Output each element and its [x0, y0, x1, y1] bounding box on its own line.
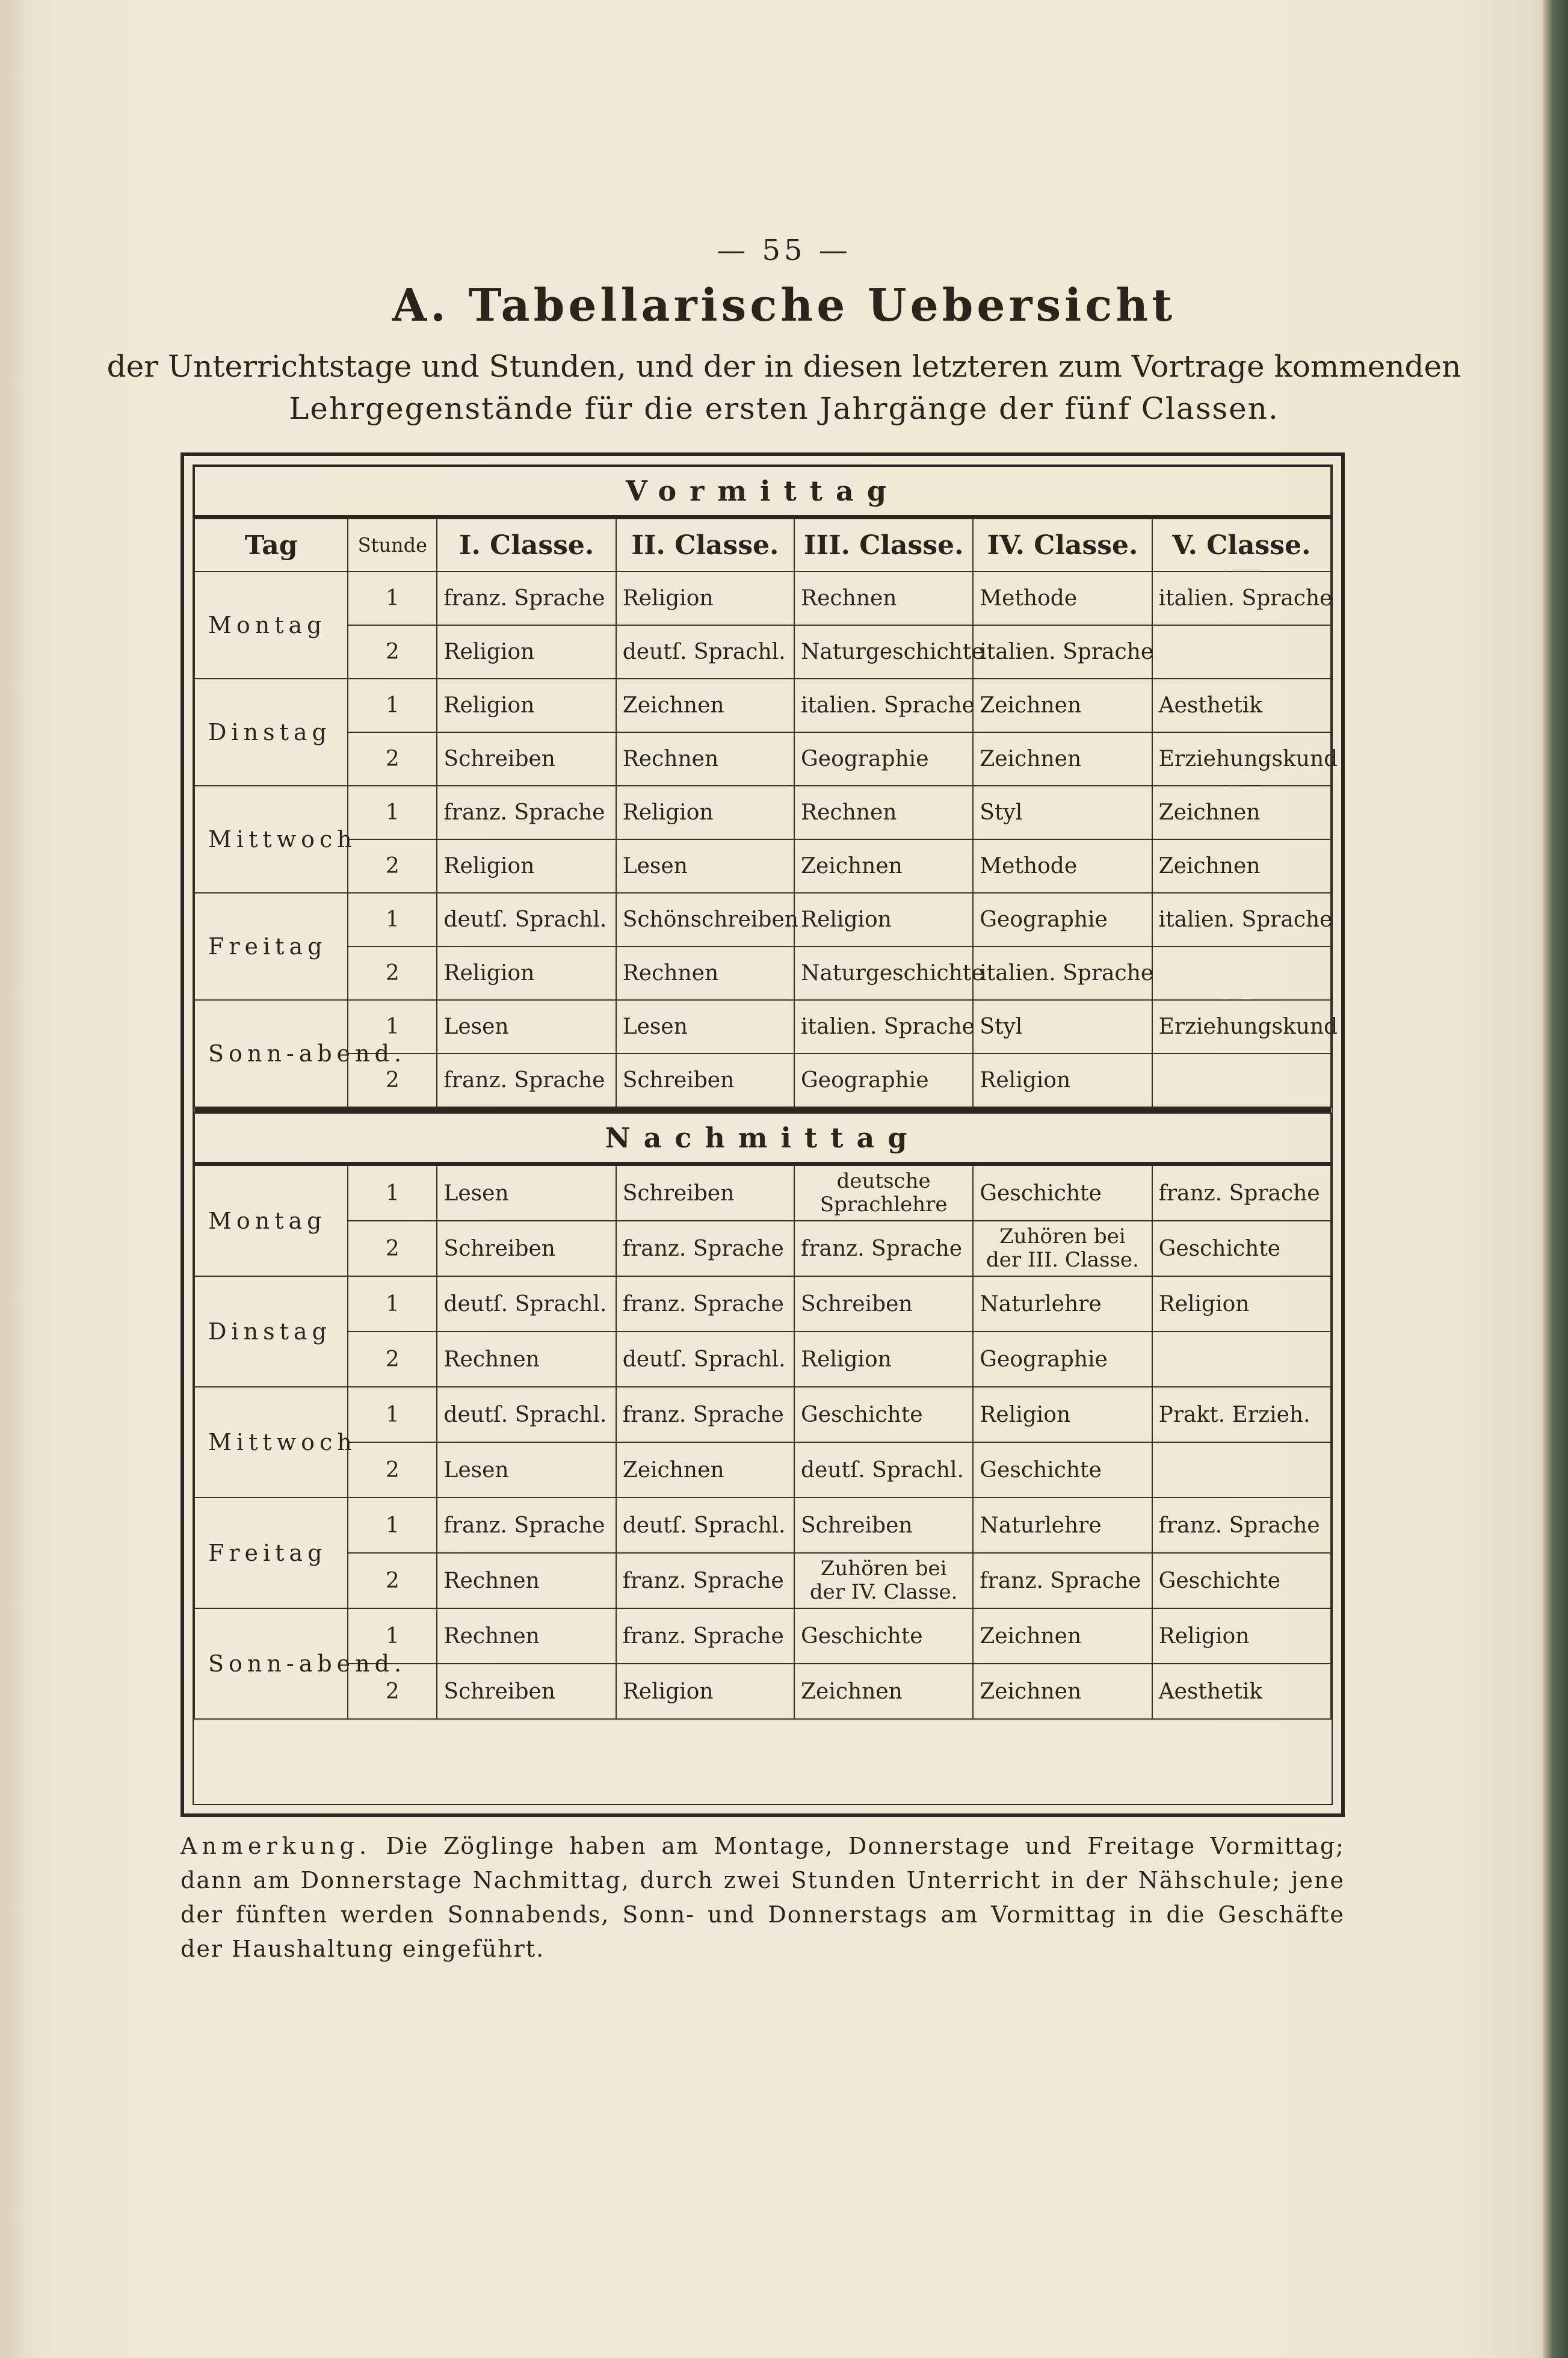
- subject-cell-class-4: Geographie: [973, 893, 1152, 946]
- subject-cell-class-4: italien. Sprache: [973, 625, 1152, 679]
- subject-cell-class-3: Rechnen: [794, 572, 973, 625]
- subtitle-line-1: der Unterrichtstage und Stunden, und der in diesen letzteren zum Vortrage kommenden: [106, 349, 1462, 384]
- subject-cell-class-4: Methode: [973, 839, 1152, 893]
- subject-cell-class-1: Lesen: [437, 1000, 616, 1054]
- subject-cell-class-3: franz. Sprache: [794, 1221, 973, 1276]
- subject-cell-class-2: franz. Sprache: [616, 1608, 794, 1664]
- subject-cell-class-3: Religion: [794, 893, 973, 946]
- table-row: [194, 946, 1331, 1000]
- subject-cell-class-5: [1152, 1442, 1331, 1498]
- subject-cell-class-4: Styl: [973, 1000, 1152, 1054]
- subject-cell-class-3: Zeichnen: [794, 1664, 973, 1719]
- subject-cell-class-1: Schreiben: [437, 732, 616, 786]
- subject-cell-class-4: franz. Sprache: [973, 1553, 1152, 1608]
- section-separator: [194, 1107, 1331, 1113]
- subject-cell-class-2: Lesen: [616, 839, 794, 893]
- vormittag-heading: Vormittag: [194, 466, 1331, 517]
- nachmittag-heading: Nachmittag: [194, 1113, 1331, 1164]
- subject-cell-class-2: franz. Sprache: [616, 1387, 794, 1442]
- hour-cell: 2: [348, 1664, 437, 1719]
- hour-cell: 2: [348, 1332, 437, 1387]
- page-title: A. Tabellarische Uebersicht: [392, 280, 1176, 332]
- subject-cell-class-1: Rechnen: [437, 1332, 616, 1387]
- table-row: [194, 786, 1331, 839]
- subject-cell-class-3: Schreiben: [794, 1276, 973, 1332]
- subject-cell-class-4: Religion: [973, 1054, 1152, 1107]
- day-cell: Sonn-abend.: [194, 1000, 348, 1107]
- subject-cell-class-3: Geographie: [794, 732, 973, 786]
- subject-cell-class-3: italien. Sprache: [794, 679, 973, 732]
- schedule-table-inner: [193, 465, 1338, 1805]
- footnote: [181, 1829, 1345, 1966]
- subject-cell-class-1: franz. Sprache: [437, 1054, 616, 1107]
- subject-cell-class-2: deutſ. Sprachl.: [616, 1332, 794, 1387]
- table-row: [194, 679, 1331, 732]
- vormittag-section: [194, 466, 1338, 1107]
- subject-cell-class-3: Geschichte: [794, 1608, 973, 1664]
- header-class-4: IV. Classe.: [973, 517, 1152, 572]
- subject-cell-class-5: Erziehungskund: [1152, 1000, 1331, 1054]
- hour-cell: 2: [348, 839, 437, 893]
- subject-cell-class-4: Naturlehre: [973, 1276, 1152, 1332]
- subject-cell-class-2: Lesen: [616, 1000, 794, 1054]
- schedule-table: [194, 466, 1338, 1720]
- header-class-5: V. Classe.: [1152, 517, 1331, 572]
- footnote-text: Die Zöglinge haben am Montage, Donnerstage und Freitage Vormittag; dann am Donnerstage Nachmittag, durch zwei Stunden Unterricht in der Nähschule; jene der fünften werden Sonnabends, Sonn- und Donnerstags am Vormittag in die Geschäfte der Haushaltung eingeführt.: [181, 1833, 1345, 1962]
- subject-cell-class-2: Schönschreiben: [616, 893, 794, 946]
- subject-cell-class-5: Erziehungskund: [1152, 732, 1331, 786]
- hour-cell: 2: [348, 1221, 437, 1276]
- subject-cell-class-4: Zeichnen: [973, 732, 1152, 786]
- subject-cell-class-3: Naturgeschichte: [794, 625, 973, 679]
- subject-cell-class-4: italien. Sprache: [973, 946, 1152, 1000]
- hour-cell: 2: [348, 1054, 437, 1107]
- hour-cell: 2: [348, 625, 437, 679]
- subject-cell-class-1: Schreiben: [437, 1221, 616, 1276]
- hour-cell: 2: [348, 732, 437, 786]
- footnote-lead: Anmerkung.: [181, 1833, 371, 1859]
- hour-cell: 2: [348, 1442, 437, 1498]
- table-row: [194, 1221, 1331, 1276]
- day-cell: Mittwoch: [194, 1387, 348, 1498]
- subject-cell-class-1: Rechnen: [437, 1608, 616, 1664]
- subject-cell-class-2: deutſ. Sprachl.: [616, 625, 794, 679]
- subject-cell-class-5: Religion: [1152, 1276, 1331, 1332]
- nachmittag-section: [194, 1113, 1331, 1719]
- subject-cell-class-3: deutsche Sprachlehre: [794, 1164, 973, 1221]
- subject-cell-class-1: Rechnen: [437, 1553, 616, 1608]
- table-row: [194, 1164, 1331, 1221]
- table-row: [194, 1000, 1331, 1054]
- subject-cell-class-1: Religion: [437, 625, 616, 679]
- subject-cell-class-4: Zeichnen: [973, 1608, 1152, 1664]
- day-cell: Freitag: [194, 893, 348, 1000]
- subject-cell-class-3: Rechnen: [794, 786, 973, 839]
- subject-cell-class-5: italien. Sprache: [1152, 572, 1331, 625]
- subject-cell-class-5: italien. Sprache: [1152, 893, 1331, 946]
- subject-cell-class-5: Religion: [1152, 1608, 1331, 1664]
- subject-cell-class-4: Styl: [973, 786, 1152, 839]
- hour-cell: 1: [348, 1000, 437, 1054]
- table-row: [194, 1332, 1331, 1387]
- day-cell: Mittwoch: [194, 786, 348, 893]
- table-row: [194, 839, 1331, 893]
- subject-cell-class-1: franz. Sprache: [437, 1498, 616, 1553]
- table-row: [194, 1553, 1331, 1608]
- subject-cell-class-4: Zeichnen: [973, 679, 1152, 732]
- subject-cell-class-3: italien. Sprache: [794, 1000, 973, 1054]
- subject-cell-class-2: Rechnen: [616, 946, 794, 1000]
- subject-cell-class-3: Naturgeschichte: [794, 946, 973, 1000]
- subject-cell-class-3: Zuhören bei der IV. Classe.: [794, 1553, 973, 1608]
- subject-cell-class-1: Religion: [437, 839, 616, 893]
- hour-cell: 1: [348, 1498, 437, 1553]
- subject-cell-class-5: Geschichte: [1152, 1221, 1331, 1276]
- subject-cell-class-5: Zeichnen: [1152, 839, 1331, 893]
- day-cell: Freitag: [194, 1498, 348, 1608]
- subject-cell-class-2: Zeichnen: [616, 1442, 794, 1498]
- day-cell: Dinstag: [194, 679, 348, 786]
- subject-cell-class-4: Methode: [973, 572, 1152, 625]
- subject-cell-class-2: Schreiben: [616, 1054, 794, 1107]
- subject-cell-class-1: Lesen: [437, 1442, 616, 1498]
- hour-cell: 2: [348, 1553, 437, 1608]
- subject-cell-class-4: Zeichnen: [973, 1664, 1152, 1719]
- subject-cell-class-3: Zeichnen: [794, 839, 973, 893]
- header-tag: Tag: [194, 517, 348, 572]
- day-cell: Montag: [194, 1164, 348, 1277]
- subject-cell-class-2: deutſ. Sprachl.: [616, 1498, 794, 1553]
- header-class-2: II. Classe.: [616, 517, 794, 572]
- subject-cell-class-4: Zuhören bei der III. Classe.: [973, 1221, 1152, 1276]
- table-row: [194, 1276, 1331, 1332]
- subject-cell-class-5: Geschichte: [1152, 1553, 1331, 1608]
- subject-cell-class-2: franz. Sprache: [616, 1276, 794, 1332]
- day-cell: Sonn-abend.: [194, 1608, 348, 1719]
- subject-cell-class-4: Naturlehre: [973, 1498, 1152, 1553]
- header-stunde: Stunde: [348, 517, 437, 572]
- subject-cell-class-2: Religion: [616, 1664, 794, 1719]
- subject-cell-class-5: franz. Sprache: [1152, 1498, 1331, 1553]
- subject-cell-class-1: franz. Sprache: [437, 572, 616, 625]
- subject-cell-class-1: Schreiben: [437, 1664, 616, 1719]
- subject-cell-class-3: Geschichte: [794, 1387, 973, 1442]
- schedule-table-frame: [181, 452, 1345, 1817]
- subject-cell-class-4: Religion: [973, 1387, 1152, 1442]
- subject-cell-class-1: deutſ. Sprachl.: [437, 1387, 616, 1442]
- table-row: [194, 625, 1331, 679]
- subject-cell-class-5: Aesthetik: [1152, 679, 1331, 732]
- subject-cell-class-2: Rechnen: [616, 732, 794, 786]
- hour-cell: 1: [348, 786, 437, 839]
- table-row: [194, 732, 1331, 786]
- subject-cell-class-3: Religion: [794, 1332, 973, 1387]
- table-row: [194, 1387, 1331, 1442]
- table-row: [194, 1498, 1331, 1553]
- subject-cell-class-5: [1152, 1054, 1331, 1107]
- subject-cell-class-1: franz. Sprache: [437, 786, 616, 839]
- subject-cell-class-5: Prakt. Erzieh.: [1152, 1387, 1331, 1442]
- subject-cell-class-5: Zeichnen: [1152, 786, 1331, 839]
- subject-cell-class-1: deutſ. Sprachl.: [437, 893, 616, 946]
- hour-cell: 2: [348, 946, 437, 1000]
- subject-cell-class-4: Geographie: [973, 1332, 1152, 1387]
- hour-cell: 1: [348, 893, 437, 946]
- subject-cell-class-3: deutſ. Sprachl.: [794, 1442, 973, 1498]
- table-row: [194, 893, 1331, 946]
- subject-cell-class-2: franz. Sprache: [616, 1221, 794, 1276]
- subtitle-line-2: Lehrgegenstände für die ersten Jahrgänge der fünf Classen.: [289, 391, 1279, 426]
- subject-cell-class-5: [1152, 625, 1331, 679]
- hour-cell: 1: [348, 1608, 437, 1664]
- table-row: [194, 572, 1331, 625]
- subject-cell-class-2: Religion: [616, 572, 794, 625]
- header-class-1: I. Classe.: [437, 517, 616, 572]
- table-row: [194, 1608, 1331, 1664]
- subject-cell-class-3: Schreiben: [794, 1498, 973, 1553]
- subject-cell-class-2: Religion: [616, 786, 794, 839]
- subject-cell-class-1: Religion: [437, 946, 616, 1000]
- hour-cell: 1: [348, 679, 437, 732]
- hour-cell: 1: [348, 1164, 437, 1221]
- hour-cell: 1: [348, 1276, 437, 1332]
- subject-cell-class-2: Zeichnen: [616, 679, 794, 732]
- hour-cell: 1: [348, 572, 437, 625]
- subject-cell-class-2: franz. Sprache: [616, 1553, 794, 1608]
- subject-cell-class-1: Religion: [437, 679, 616, 732]
- subject-cell-class-4: Geschichte: [973, 1164, 1152, 1221]
- column-header-row: [194, 517, 1331, 572]
- subject-cell-class-5: [1152, 946, 1331, 1000]
- subject-cell-class-5: Aesthetik: [1152, 1664, 1331, 1719]
- subject-cell-class-5: [1152, 1332, 1331, 1387]
- page-number: — 55 —: [717, 233, 851, 267]
- hour-cell: 1: [348, 1387, 437, 1442]
- day-cell: Montag: [194, 572, 348, 679]
- subject-cell-class-3: Geographie: [794, 1054, 973, 1107]
- subject-cell-class-5: franz. Sprache: [1152, 1164, 1331, 1221]
- subject-cell-class-4: Geschichte: [973, 1442, 1152, 1498]
- subject-cell-class-1: deutſ. Sprachl.: [437, 1276, 616, 1332]
- day-cell: Dinstag: [194, 1276, 348, 1387]
- subject-cell-class-1: Lesen: [437, 1164, 616, 1221]
- table-row: [194, 1442, 1331, 1498]
- header-class-3: III. Classe.: [794, 517, 973, 572]
- subject-cell-class-2: Schreiben: [616, 1164, 794, 1221]
